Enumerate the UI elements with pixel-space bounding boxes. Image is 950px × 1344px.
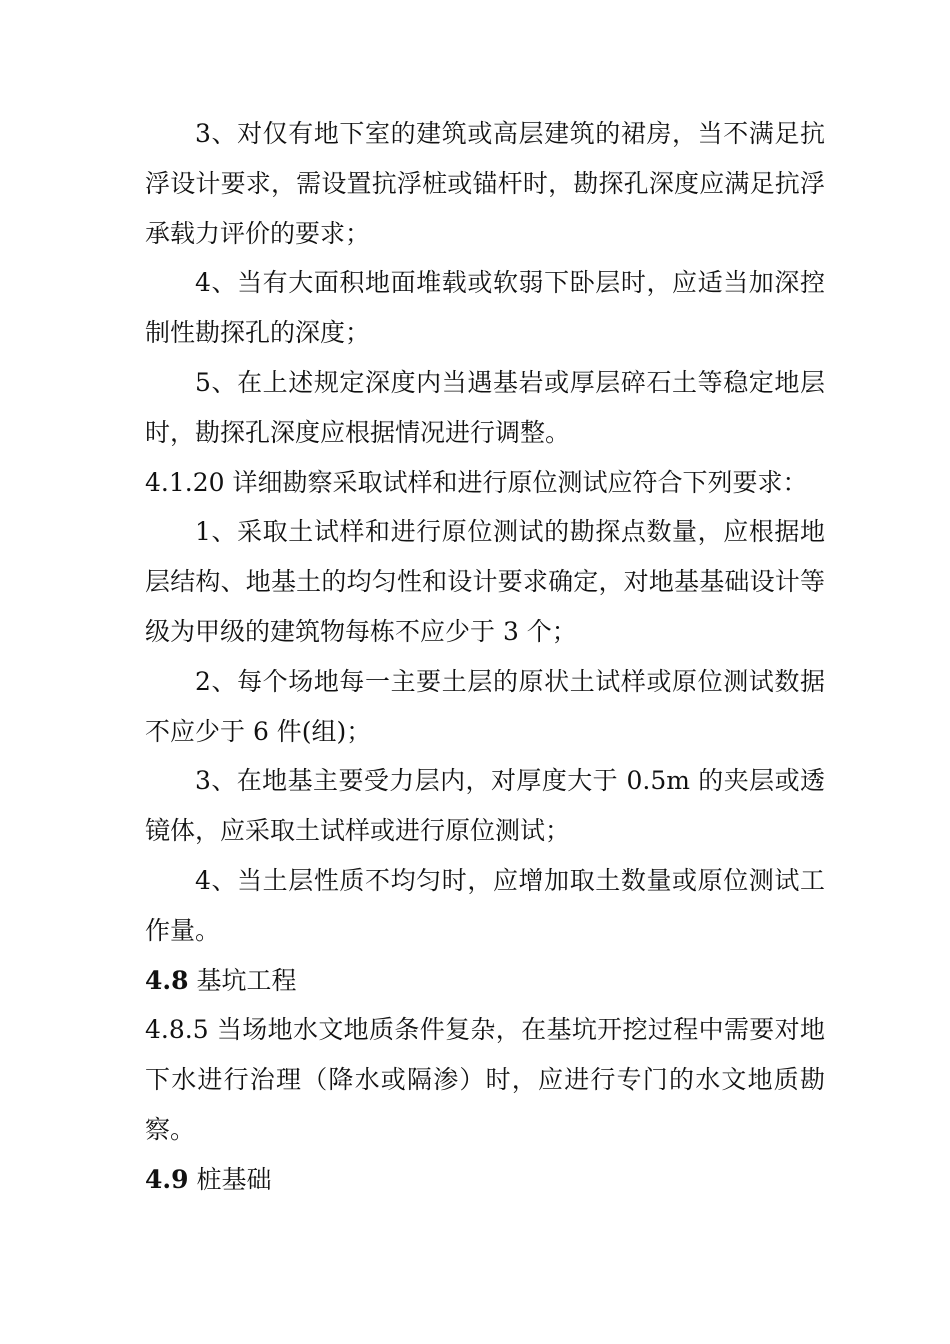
- list-item-5-bedrock: 5、在上述规定深度内当遇基岩或厚层碎石土等稳定地层时，勘探孔深度应根据情况进行调整。: [145, 367, 825, 447]
- list-item-4-nonuniform: 4、当土层性质不均匀时，应增加取土数量或原位测试工作量。: [145, 865, 825, 945]
- section-title: 桩基础: [196, 1164, 272, 1194]
- section-heading-4-9: [145, 1155, 825, 1205]
- list-item-1-sampling-points: 1、采取土试样和进行原位测试的勘探点数量，应根据地层结构、地基土的均匀性和设计要求确定，对地基基础设计等级为甲级的建筑物每栋不应少于 3 个；: [145, 517, 825, 646]
- clause-4-1-20: 4.1.20 详细勘察采取试样和进行原位测试应符合下列要求：: [145, 467, 808, 497]
- list-item-3-interlayer: 3、在地基主要受力层内，对厚度大于 0.5m 的夹层或透镜体，应采取土试样或进行原位测试；: [145, 766, 825, 846]
- clause-4-8-5: 4.8.5 当场地水文地质条件复杂，在基坑开挖过程中需要对地下水进行治理（降水或隔渗）时，应进行专门的水文地质勘察。: [145, 1015, 825, 1144]
- section-number: 4.8: [145, 965, 189, 995]
- list-item-3-anti-float: 3、对仅有地下室的建筑或高层建筑的裙房，当不满足抗浮设计要求，需设置抗浮桩或锚杆时，勘探孔深度应满足抗浮承载力评价的要求；: [145, 119, 825, 248]
- section-heading-4-8: [145, 956, 825, 1006]
- list-item-4-surface-load: 4、当有大面积地面堆载或软弱下卧层时，应适当加深控制性勘探孔的深度；: [145, 268, 825, 348]
- list-item-2-sample-count: 2、每个场地每一主要土层的原状土试样或原位测试数据不应少于 6 件(组)；: [145, 666, 825, 746]
- document-body: [145, 109, 825, 1205]
- section-title: 基坑工程: [196, 965, 297, 995]
- section-number: 4.9: [145, 1164, 189, 1194]
